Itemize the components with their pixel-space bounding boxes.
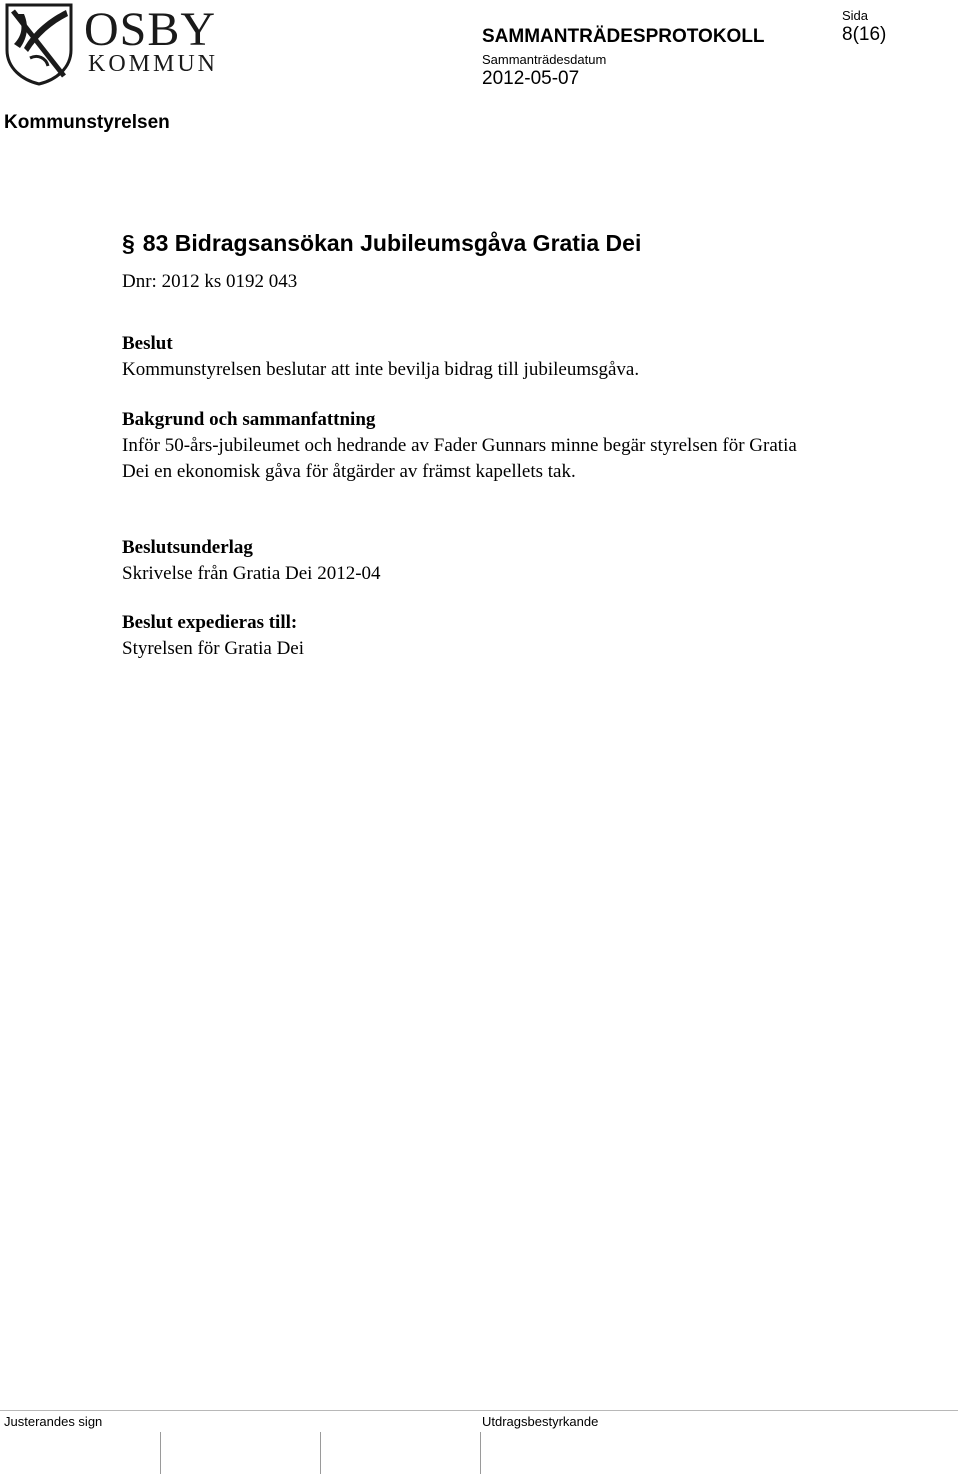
dispatch-text: Styrelsen för Gratia Dei [122,638,305,659]
meeting-date-value: 2012-05-07 [482,68,580,89]
dispatch-block [122,610,822,662]
background-block [122,407,822,485]
section-title: 83 Bidragsansökan Jubileumsgåva Gratia Dei [142,230,642,256]
section-symbol: § [122,230,135,256]
page-label: Sida [842,8,869,23]
basis-text: Skrivelse från Gratia Dei 2012-04 [122,563,381,584]
board-name: Kommunstyrelsen [4,112,170,133]
basis-block [122,535,822,587]
dispatch-heading: Beslut expedieras till: [122,612,298,633]
section-heading [122,229,641,257]
meeting-date-label: Sammanträdesdatum [482,52,607,67]
registration-number: Dnr: 2012 ks 0192 043 [122,271,298,292]
footer-divider [0,1410,958,1411]
basis-heading: Beslutsunderlag [122,537,253,558]
signature-box-divider [160,1432,161,1474]
page-number: 8(16) [842,24,887,45]
logo-wordmark: OSBY [84,3,217,56]
extract-certification-label: Utdragsbestyrkande [482,1414,599,1429]
signature-box-divider [480,1432,481,1474]
adjuster-signature-label: Justerandes sign [4,1414,103,1429]
background-text: Inför 50-års-jubileumet och hedrande av Fader Gunnars minne begär styrelsen för Gratia Dei en ekonomisk gåva för åtgärder av främst kapellets tak. [122,435,797,482]
decision-heading: Beslut [122,333,173,354]
signature-box-divider [320,1432,321,1474]
background-heading: Bakgrund och sammanfattning [122,409,376,430]
decision-text: Kommunstyrelsen beslutar att inte bevilja bidrag till jubileumsgåva. [122,359,640,380]
logo-subtitle: KOMMUN [88,51,219,77]
coat-of-arms-logo [4,2,74,86]
shield-icon [4,2,74,86]
decision-block [122,331,822,383]
document-type: SAMMANTRÄDESPROTOKOLL [482,26,765,47]
